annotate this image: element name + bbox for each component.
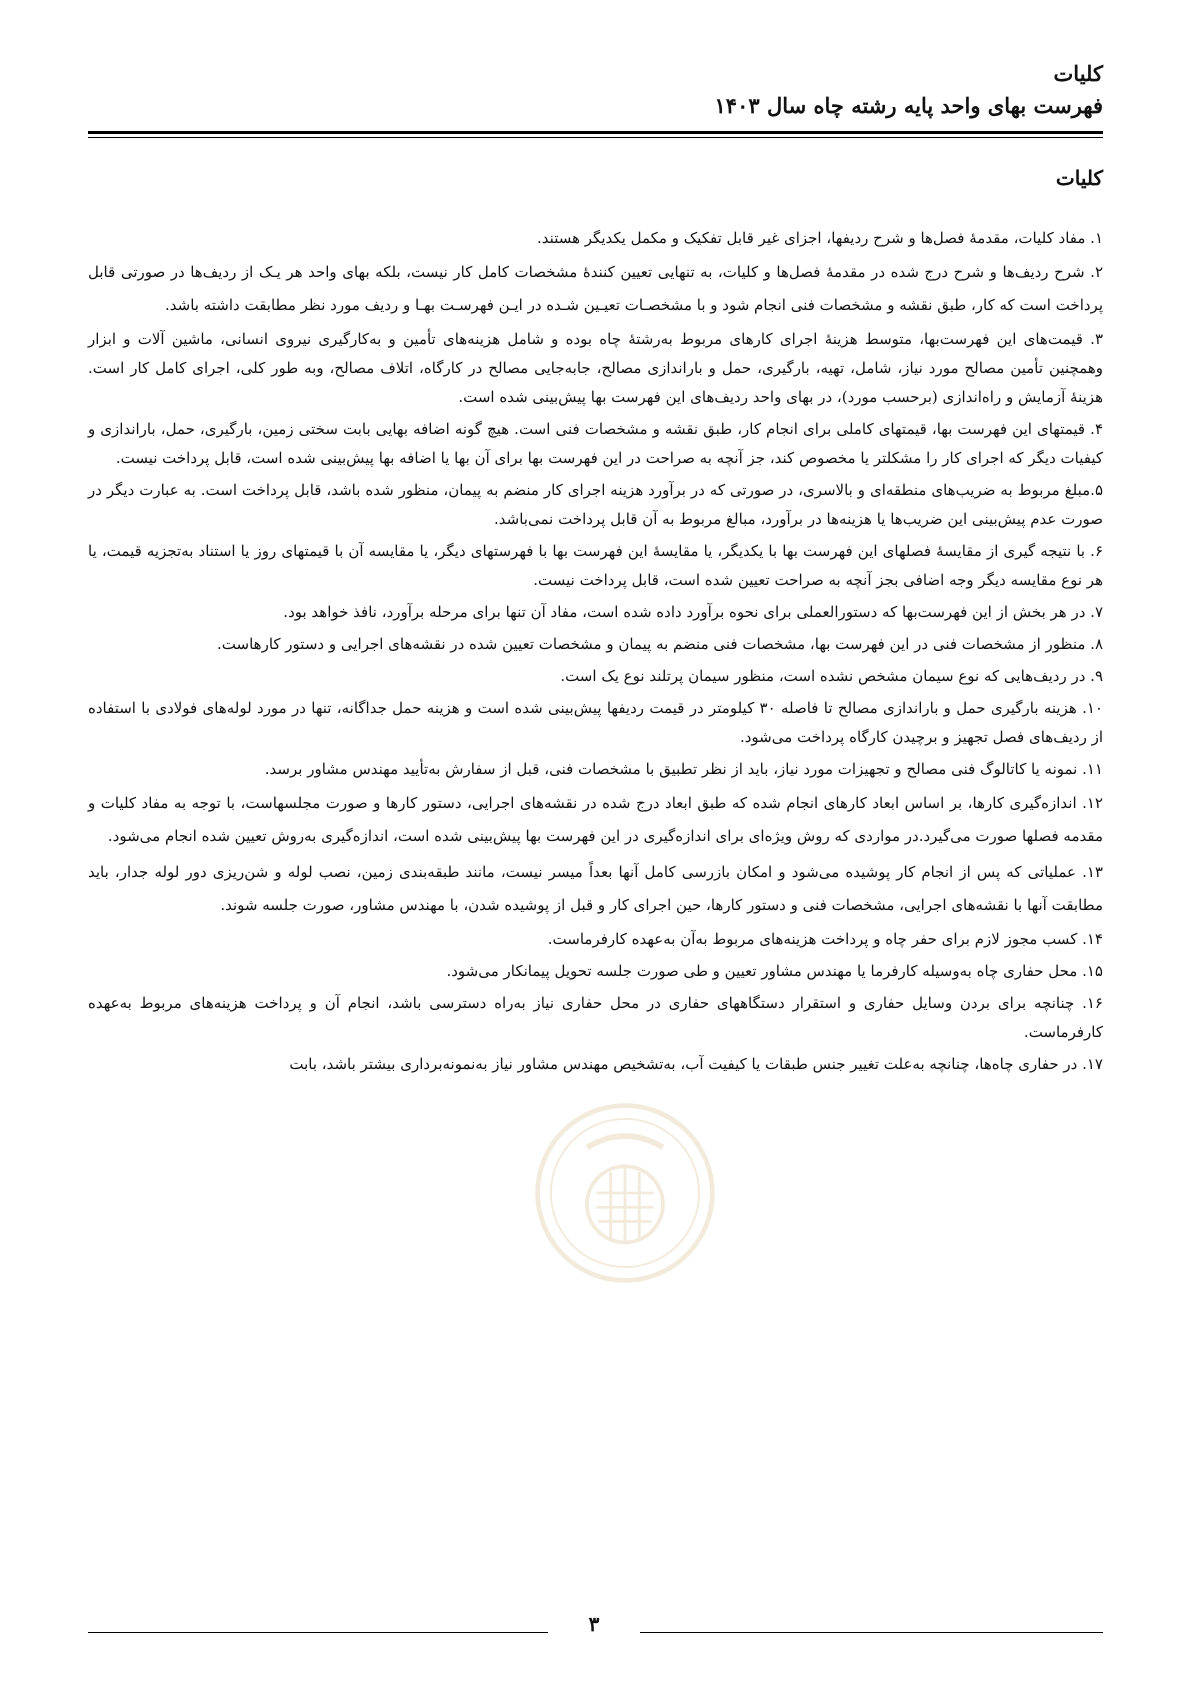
paragraph-6: ۶. با نتیجه گیری از مقایسهٔ فصلهای این فهرست بها با یکدیگر، یا مقایسهٔ این فهرست بها با فهرستهای دیگر، یا مقایسه آن با قیمتهای روز یا استناد به‌تجزیه قیمت، یا هر نوع مقایسه دیگر وجه اضافی بجز آنچه به صراحت تعیین شده است، قابل پرداخت نیست. <box>88 542 1103 589</box>
watermark-seal-icon <box>530 1098 720 1288</box>
paragraph-4: ۴. قیمتهای این فهرست بها، قیمتهای کاملی برای انجام کار، طبق نقشه و مشخصات فنی است. هیچ گونه اضافه بهایی بابت سختی زمین، بارگیری، حمل، باراندازی و کیفیات دیگر که اجرای کار را مشکلتر یا مخصوص کند، جز آنچه به صراحت در این فهرست بها برای آن بها یا اضافه بها پیش‌بینی شده است، قابل پرداخت نیست. <box>88 420 1103 467</box>
footer-divider-left <box>88 1632 548 1633</box>
header-subtitle: فهرست بهای واحد پایه رشته چاه سال ۱۴۰۳ <box>714 93 1103 118</box>
paragraph-2: ۲. شرح ردیف‌ها و شرح درج شده در مقدمهٔ فصل‌ها و کلیات، به تنهایی تعیین کنندهٔ مشخصات کامل کار نیست، بلکه بهای واحد هر یـک از ردیف‌ها در صورتی قابل پرداخت است که کار، طبق نقشه و مشخصات فنی انجام شود و با مشخصـات تعیـین شـده در ایـن فهرسـت بهـا و ردیف مورد نظر مطابقت داشته باشد. <box>88 263 1103 314</box>
section-title: کلیات <box>1055 166 1103 190</box>
paragraph-7: ۷. در هر بخش از این فهرست‌بها که دستورالعملی برای نحوه برآورد داده شده است، مفاد آن تنها برای مرحله برآورد، نافذ خواهد بود. <box>283 603 1103 621</box>
paragraph-11: ۱۱. نمونه یا کاتالوگ فنی مصالح و تجهیزات مورد نیاز، باید از نظر تطبیق با مشخصات فنی، قبل از سفارش به‌تأیید مهندس مشاور برسد. <box>264 760 1103 778</box>
paragraph-9: ۹. در ردیف‌هایی که نوع سیمان مشخص نشده است، منظور سیمان پرتلند نوع یک است. <box>560 667 1103 685</box>
paragraph-8: ۸. منظور از مشخصات فنی در این فهرست بها، مشخصات فنی منضم به پیمان و مشخصات تعیین شده در نقشه‌های اجرایی و دستور کارهاست. <box>217 635 1103 653</box>
paragraph-16: ۱۶. چنانچه برای بردن وسایل حفاری و استقرار دستگاههای حفاری در محل حفاری نیاز به‌راه دسترسی باشد، انجام آن و پرداخت هزینه‌های مربوط به‌عهده کارفرماست. <box>88 994 1103 1041</box>
footer-divider-right <box>640 1632 1103 1633</box>
paragraph-10: ۱۰. هزینه بارگیری حمل و باراندازی مصالح تا فاصله ۳۰ کیلومتر در قیمت ردیفها پیش‌بینی شده است و هزینه حمل جداگانه، تنها در مورد لوله‌های فولادی با استفاده از ردیف‌های فصل تجهیز و برچیدن کارگاه پرداخت می‌شود. <box>88 699 1103 746</box>
paragraph-3: ۳. قیمت‌های این فهرست‌بها، متوسط هزینهٔ اجرای کارهای مربوط به‌رشتهٔ چاه بوده و شامل هزینه‌های تأمین و به‌کارگیری نیروی انسانی، ماشین آلات و ابزار وهمچنین تأمین مصالح مورد نیاز، شامل، تهیه، بارگیری، حمل و باراندازی مصالح، جابه‌جایی مصالح در کارگاه، اتلاف مصالح، وبه طور کلی، اجرای کامل کار است. هزینهٔ آزمایش و راه‌اندازی (برحسب مورد)، در بهای واحد ردیف‌های این فهرست بها پیش‌بینی شده است. <box>88 330 1103 406</box>
header-divider-thin <box>88 137 1103 138</box>
page-header <box>88 58 1103 122</box>
paragraph-5: ۵.مبلغ مربوط به ضریب‌های منطقه‌ای و بالاسری، در صورتی که در برآورد هزینه اجرای کار منضم به پیمان، منظور شده باشد، قابل پرداخت است. به عبارت دیگر در صورت عدم پیش‌بینی این ضریب‌ها یا هزینه‌ها در برآورد، مبالغ مربوط به آن قابل پرداخت نمی‌باشد. <box>88 481 1103 528</box>
paragraph-15: ۱۵. محل حفاری چاه به‌وسیله کارفرما یا مهندس مشاور تعیین و طی صورت جلسه تحویل پیمانکار می‌شود. <box>446 962 1103 980</box>
paragraph-12: ۱۲. اندازه‌گیری کارها، بر اساس ابعاد کارهای انجام شده که طبق ابعاد درج شده در نقشه‌های اجرایی، دستور کارها و صورت مجلسهاست، با توجه به مفاد کلیات و مقدمه فصلها صورت می‌گیرد.در مواردی که روش ویژه‌ای برای اندازه‌گیری در این فهرست بها پیش‌بینی شده است، اندازه‌گیری به‌روش تعیین شده انجام می‌شود. <box>88 794 1103 845</box>
paragraph-13: ۱۳. عملیاتی که پس از انجام کار پوشیده می‌شود و امکان بازرسی کامل آنها بعداً میسر نیست، مانند طبقه‌بندی زمین، نصب لوله و شن‌ریزی دور لوله جدار، باید مطابقت آنها با نقشه‌های اجرایی، مشخصات فنی و دستور کارها، حین اجرای کار و قبل از پوشیده شدن، با مهندس مشاور، صورت جلسه شوند. <box>88 863 1103 914</box>
header-title: کلیات <box>1053 61 1103 86</box>
paragraph-1: ۱. مفاد کلیات، مقدمهٔ فصل‌ها و شرح ردیفها، اجزای غیر قابل تفکیک و مکمل یکدیگر هستند. <box>537 229 1103 247</box>
page-number: ۳ <box>588 1612 600 1636</box>
document-body <box>88 224 1103 1082</box>
paragraph-17: ۱۷. در حفاری چاه‌ها، چنانچه به‌علت تغییر جنس طبقات یا کیفیت آب، به‌تشخیص مهندس مشاور نیاز به‌نمونه‌برداری بیشتر باشد، بابت <box>289 1055 1103 1073</box>
header-divider-thick <box>88 131 1103 134</box>
paragraph-14: ۱۴. کسب مجوز لازم برای حفر چاه و پرداخت هزینه‌های مربوط به‌آن به‌عهده کارفرماست. <box>547 930 1103 948</box>
